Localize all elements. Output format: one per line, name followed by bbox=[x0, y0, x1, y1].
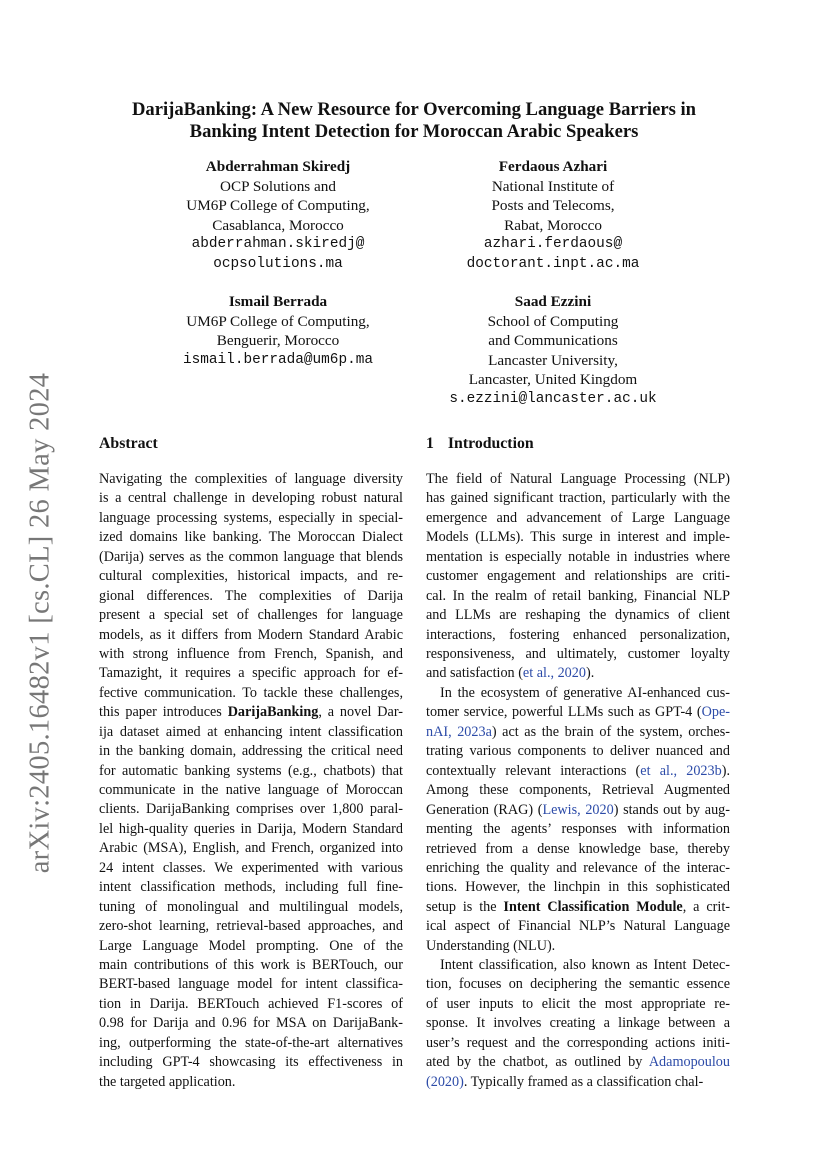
author-email-line: ocpsolutions.ma bbox=[213, 255, 343, 272]
citation-link[interactable]: Lewis, 2020 bbox=[542, 801, 614, 818]
text-line: clients. DarijaBanking comprises over 1,800 paral- bbox=[99, 801, 403, 818]
text-span: contextually relevant interactions ( bbox=[426, 762, 641, 779]
author-email-line: abderrahman.skiredj@ bbox=[191, 236, 365, 253]
text-line: menting the agents’ responses with information bbox=[426, 821, 730, 838]
text-span: , a novel Dar- bbox=[318, 704, 404, 721]
text-line: is a central challenge in developing robust natural bbox=[99, 490, 403, 507]
author-name: Ismail Berrada bbox=[228, 293, 328, 310]
text-line: for automatic banking systems (e.g., chatbots) that bbox=[99, 762, 403, 779]
text-span: ) stands out by aug- bbox=[613, 801, 730, 818]
text-span: ) act as the brain of the system, orches- bbox=[491, 723, 730, 740]
text-line: in the banking domain, addressing the critical need bbox=[99, 743, 403, 760]
text-line: Navigating the complexities of language diversity bbox=[99, 471, 403, 487]
text-line bbox=[426, 801, 730, 820]
citation-link[interactable]: et al., 2020 bbox=[522, 665, 586, 682]
author-affiliation-line: UM6P College of Computing, bbox=[186, 197, 370, 215]
bold-term: Intent Classification Module bbox=[503, 898, 683, 915]
author-affiliation-line: Lancaster University, bbox=[488, 351, 618, 369]
text-line: fective communication. To tackle these challenges, bbox=[99, 684, 403, 701]
author-email-line: ismail.berrada@um6p.ma bbox=[183, 351, 373, 368]
intro-paragraph-1 bbox=[426, 470, 730, 684]
text-line: intent classification methods, including full fine- bbox=[99, 879, 403, 896]
text-line: models, as it differs from Modern Standard Arabic bbox=[99, 626, 403, 643]
citation-link[interactable]: nAI, 2023a bbox=[426, 723, 492, 740]
text-line: language processing systems, especially in special- bbox=[99, 509, 403, 526]
text-line: including GPT-4 showcasing its effectiveness in bbox=[99, 1054, 403, 1071]
text-line: ing, outperforming the state-of-the-art alternatives bbox=[99, 1034, 403, 1051]
author-affiliation-line: OCP Solutions and bbox=[220, 177, 336, 195]
author-name: Ferdaous Azhari bbox=[498, 158, 608, 175]
text-line: ija dataset aimed at enhancing intent classification bbox=[99, 723, 403, 740]
text-line bbox=[426, 1073, 730, 1092]
text-line: interactions, fostering enhanced personalization, bbox=[426, 626, 730, 643]
text-line: and LLMs are reshaping the dynamics of client bbox=[426, 607, 730, 624]
text-line: BERT-based language model for intent classifica- bbox=[99, 976, 403, 993]
text-span: setup is the bbox=[426, 898, 504, 915]
bold-term: DarijaBanking bbox=[227, 704, 319, 721]
text-span: tomer service, powerful LLMs such as GPT-4 ( bbox=[426, 704, 702, 721]
author-affiliation-line: Benguerir, Morocco bbox=[216, 332, 340, 350]
text-line: cal. In the realm of retail banking, Financial NLP bbox=[426, 587, 730, 604]
text-line: tuning of monolingual and multilingual models, bbox=[99, 898, 403, 915]
text-line: tion in Darija. BERTouch achieved F1-scores of bbox=[99, 995, 403, 1012]
text-line: Intent classification, also known as Intent Detec- bbox=[440, 957, 730, 973]
author-name: Abderrahman Skiredj bbox=[205, 158, 351, 175]
introduction-heading bbox=[426, 434, 534, 454]
author-block-4 bbox=[413, 292, 693, 410]
text-line: Large Language Model prompting. One of the bbox=[99, 937, 403, 954]
text-span: . Typically framed as a classification chal- bbox=[463, 1073, 704, 1090]
abstract-body bbox=[99, 470, 403, 1092]
author-affiliation-line: and Communications bbox=[488, 332, 618, 350]
section-number: 1 bbox=[426, 435, 434, 452]
text-line: emergence and advancement of Large Language bbox=[426, 509, 730, 526]
text-line: trating various components to deliver nuanced and bbox=[426, 743, 730, 760]
text-line: cultural complexities, historical impacts, and re- bbox=[99, 568, 403, 585]
text-span: Generation (RAG) ( bbox=[426, 801, 543, 818]
text-span: ated by the chatbot, as outlined by bbox=[426, 1054, 649, 1071]
text-line: communicate in the native language of Moroccan bbox=[99, 782, 403, 798]
intro-paragraph-3 bbox=[426, 956, 730, 1092]
text-line: present a special set of challenges for language bbox=[99, 607, 403, 624]
text-line bbox=[426, 723, 730, 742]
text-line: Arabic (MSA), English, and French, organized into bbox=[99, 840, 403, 857]
text-line: of user inputs to elicit the most appropriate re- bbox=[426, 995, 730, 1012]
text-line: responsiveness, and ultimately, customer loyalty bbox=[426, 645, 730, 662]
text-line: tions. However, the linchpin in this sophisticated bbox=[426, 879, 730, 896]
text-line: 0.98 for Darija and 0.96 for MSA on DarijaBank- bbox=[99, 1015, 403, 1032]
author-email-line: s.ezzini@lancaster.ac.uk bbox=[449, 390, 657, 407]
author-affiliation-line: Casablanca, Morocco bbox=[212, 216, 344, 234]
author-name: Saad Ezzini bbox=[514, 293, 592, 310]
text-span: ). bbox=[721, 762, 730, 779]
author-affiliation-line: Rabat, Morocco bbox=[504, 216, 602, 234]
intro-paragraph-2 bbox=[426, 684, 730, 956]
author-affiliation-line: UM6P College of Computing, bbox=[186, 312, 370, 330]
text-line bbox=[99, 703, 403, 722]
text-line bbox=[426, 898, 730, 917]
author-block-2 bbox=[413, 157, 693, 275]
author-affiliation-line: Lancaster, United Kingdom bbox=[468, 371, 638, 389]
text-line: retrieved from a dense knowledge base, thereby bbox=[426, 840, 730, 857]
author-affiliation-line: School of Computing bbox=[487, 312, 619, 330]
paper-title bbox=[60, 99, 768, 143]
text-line: The field of Natural Language Processing (NLP) bbox=[426, 471, 730, 487]
author-email-line: doctorant.inpt.ac.ma bbox=[466, 255, 640, 272]
text-line: Among these components, Retrieval Augmented bbox=[426, 782, 730, 799]
text-line bbox=[426, 762, 730, 781]
text-line: tion, focuses on deciphering the semantic essence bbox=[426, 976, 730, 993]
text-span: this paper introduces bbox=[99, 704, 228, 721]
text-line: customer engagement and relationships are criti- bbox=[426, 568, 730, 585]
arxiv-identifier bbox=[21, 358, 59, 888]
author-block-3 bbox=[138, 292, 418, 370]
author-affiliation-line: Posts and Telecoms, bbox=[491, 197, 615, 215]
text-span: ). bbox=[585, 665, 595, 682]
text-line: user’s request and the corresponding actions initi- bbox=[426, 1034, 730, 1051]
author-affiliation-line: National Institute of bbox=[491, 177, 615, 195]
text-line: zero-shot learning, retrieval-based approaches, and bbox=[99, 918, 403, 935]
text-line: the targeted application. bbox=[99, 1073, 236, 1090]
text-span: , a crit- bbox=[682, 898, 730, 915]
arxiv-identifier-text: arXiv:2405.16482v1 [cs.CL] 26 May 2024 bbox=[24, 372, 55, 874]
citation-link[interactable]: Adamopoulou bbox=[648, 1054, 730, 1071]
text-line bbox=[426, 703, 730, 722]
section-title: Introduction bbox=[447, 435, 534, 452]
text-line: gional differences. The complexities of Darija bbox=[99, 587, 403, 604]
text-span: and satisfaction ( bbox=[426, 665, 523, 682]
text-line: lel high-quality queries in Darija, Modern Standard bbox=[99, 820, 403, 837]
citation-link[interactable]: (2020) bbox=[426, 1073, 464, 1090]
text-line: with strong influence from French, Spanish, and bbox=[99, 645, 403, 662]
text-line: (Darija) serves as the common language that blends bbox=[99, 548, 403, 565]
author-block-1 bbox=[138, 157, 418, 275]
abstract-heading: Abstract bbox=[99, 435, 158, 452]
text-line: main contributions of this work is BERTouch, our bbox=[99, 956, 403, 973]
text-line: enriching the quality and relevance of the interac- bbox=[426, 859, 730, 876]
text-line: ical aspect of Financial NLP’s Natural Language bbox=[426, 918, 730, 935]
text-line bbox=[426, 664, 730, 683]
text-line: 24 intent classes. We experimented with various bbox=[99, 859, 403, 876]
author-email-line: azhari.ferdaous@ bbox=[483, 236, 623, 253]
paper-title-line-1: DarijaBanking: A New Resource for Overcoming Language Barriers in bbox=[132, 99, 696, 120]
text-line: Tamazight, it requires a specific approach for ef- bbox=[99, 665, 403, 682]
text-line: Understanding (NLU). bbox=[426, 937, 556, 954]
citation-link[interactable]: et al., 2023b bbox=[640, 762, 722, 779]
text-line bbox=[426, 1053, 730, 1072]
text-line: ized domains like banking. The Moroccan Dialect bbox=[99, 529, 403, 546]
text-line: mentation is especially notable in industries where bbox=[426, 548, 730, 565]
text-line: Models (LLMs). This surge in interest and imple- bbox=[426, 529, 730, 546]
text-line: In the ecosystem of generative AI-enhanced cus- bbox=[440, 685, 730, 701]
paper-title-line-2: Banking Intent Detection for Moroccan Arabic Speakers bbox=[189, 121, 639, 142]
text-line: sponse. It involves creating a linkage between a bbox=[426, 1015, 730, 1032]
citation-link[interactable]: Ope- bbox=[701, 704, 730, 721]
text-line: has gained significant traction, particularly with the bbox=[426, 490, 730, 507]
